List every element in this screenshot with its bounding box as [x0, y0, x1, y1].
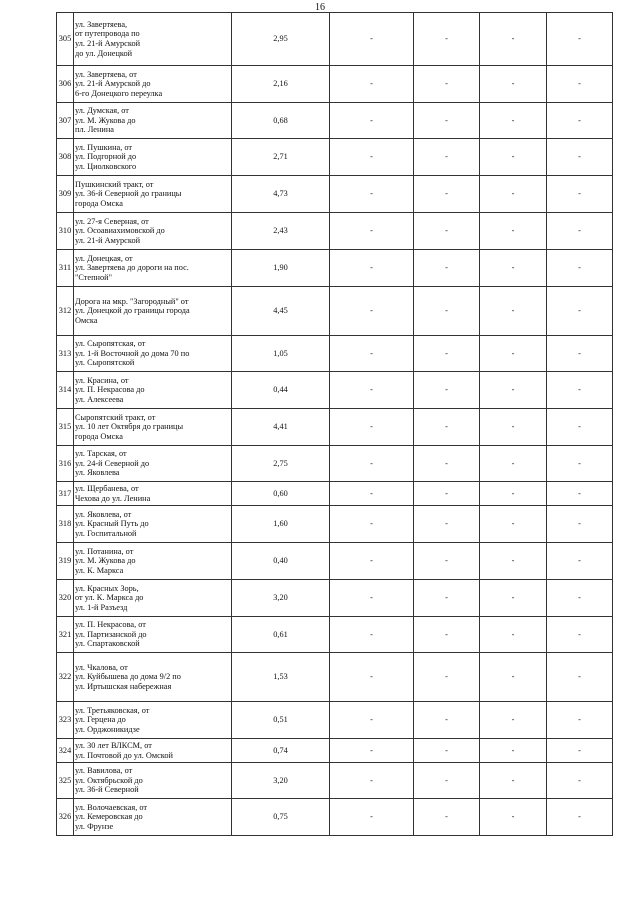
value-cell: - [547, 372, 613, 409]
road-name: ул. Щербанева, от Чехова до ул. Ленина [74, 482, 232, 506]
road-name: ул. Третьяковская, от ул. Герцена до ул. Орджоникидзе [74, 702, 232, 739]
road-length: 4,41 [232, 409, 330, 446]
row-number: 323 [57, 702, 74, 739]
value-cell: - [330, 66, 414, 103]
road-length: 0,74 [232, 739, 330, 763]
table-row [57, 336, 613, 372]
row-number: 312 [57, 287, 74, 336]
row-number: 305 [57, 13, 74, 66]
table-row [57, 482, 613, 506]
value-cell: - [480, 409, 547, 446]
value-cell: - [414, 336, 480, 372]
value-cell: - [330, 103, 414, 139]
value-cell: - [414, 580, 480, 617]
road-length: 1,90 [232, 250, 330, 287]
road-length: 2,71 [232, 139, 330, 176]
value-cell: - [330, 213, 414, 250]
value-cell: - [480, 213, 547, 250]
road-name: ул. Чкалова, от ул. Куйбышева до дома 9/2 по ул. Иртышская набережная [74, 653, 232, 702]
row-number: 316 [57, 446, 74, 482]
road-length: 4,45 [232, 287, 330, 336]
road-length: 0,60 [232, 482, 330, 506]
value-cell: - [330, 799, 414, 836]
value-cell: - [414, 543, 480, 580]
value-cell: - [330, 482, 414, 506]
road-name: ул. Вавилова, от ул. Октябрьской до ул. 36-й Северной [74, 763, 232, 799]
value-cell: - [330, 446, 414, 482]
value-cell: - [414, 763, 480, 799]
table-row [57, 372, 613, 409]
row-number: 326 [57, 799, 74, 836]
road-length: 0,68 [232, 103, 330, 139]
value-cell: - [547, 103, 613, 139]
table-row [57, 250, 613, 287]
value-cell: - [547, 482, 613, 506]
value-cell: - [414, 213, 480, 250]
value-cell: - [547, 799, 613, 836]
value-cell: - [547, 653, 613, 702]
value-cell: - [480, 446, 547, 482]
road-name: Пушкинский тракт, от ул. 36-й Северной до границы города Омска [74, 176, 232, 213]
value-cell: - [330, 506, 414, 543]
road-name: ул. Тарская, от ул. 24-й Северной до ул. Яковлева [74, 446, 232, 482]
road-name: ул. Пушкина, от ул. Подгорной до ул. Циолковского [74, 139, 232, 176]
value-cell: - [480, 103, 547, 139]
value-cell: - [414, 482, 480, 506]
road-name: ул. Волочаевская, от ул. Кемеровская до ул. Фрунзе [74, 799, 232, 836]
table-row [57, 139, 613, 176]
road-length: 3,20 [232, 763, 330, 799]
table-row [57, 580, 613, 617]
value-cell: - [480, 372, 547, 409]
row-number: 318 [57, 506, 74, 543]
value-cell: - [330, 543, 414, 580]
road-length: 0,44 [232, 372, 330, 409]
road-name: ул. Сыропятская, от ул. 1-й Восточной до дома 70 по ул. Сыропятской [74, 336, 232, 372]
table-row [57, 617, 613, 653]
road-length: 2,43 [232, 213, 330, 250]
value-cell: - [480, 336, 547, 372]
road-name: ул. Яковлева, от ул. Красный Путь до ул. Госпитальной [74, 506, 232, 543]
value-cell: - [547, 543, 613, 580]
value-cell: - [547, 617, 613, 653]
value-cell: - [480, 739, 547, 763]
value-cell: - [330, 176, 414, 213]
value-cell: - [480, 176, 547, 213]
value-cell: - [414, 250, 480, 287]
value-cell: - [547, 250, 613, 287]
value-cell: - [547, 139, 613, 176]
value-cell: - [414, 739, 480, 763]
table-row [57, 543, 613, 580]
page-number: 16 [315, 2, 325, 13]
row-number: 320 [57, 580, 74, 617]
table-row [57, 446, 613, 482]
value-cell: - [414, 103, 480, 139]
value-cell: - [330, 580, 414, 617]
value-cell: - [330, 336, 414, 372]
value-cell: - [414, 409, 480, 446]
road-name: Сыропятский тракт, от ул. 10 лет Октября до границы города Омска [74, 409, 232, 446]
row-number: 317 [57, 482, 74, 506]
value-cell: - [330, 409, 414, 446]
value-cell: - [480, 702, 547, 739]
value-cell: - [480, 763, 547, 799]
value-cell: - [480, 580, 547, 617]
table-row [57, 409, 613, 446]
road-length: 2,95 [232, 13, 330, 66]
table-row [57, 13, 613, 66]
table-row [57, 653, 613, 702]
value-cell: - [414, 287, 480, 336]
table-row [57, 702, 613, 739]
road-length: 1,53 [232, 653, 330, 702]
row-number: 325 [57, 763, 74, 799]
road-length: 0,61 [232, 617, 330, 653]
value-cell: - [547, 287, 613, 336]
value-cell: - [547, 702, 613, 739]
value-cell: - [330, 617, 414, 653]
road-name: ул. Донецкая, от ул. Завертяева до дороги на пос. "Степной" [74, 250, 232, 287]
value-cell: - [480, 506, 547, 543]
row-number: 313 [57, 336, 74, 372]
value-cell: - [480, 482, 547, 506]
row-number: 307 [57, 103, 74, 139]
value-cell: - [330, 739, 414, 763]
value-cell: - [480, 250, 547, 287]
value-cell: - [480, 13, 547, 66]
value-cell: - [547, 176, 613, 213]
value-cell: - [330, 250, 414, 287]
row-number: 324 [57, 739, 74, 763]
value-cell: - [414, 653, 480, 702]
value-cell: - [414, 176, 480, 213]
road-length: 0,75 [232, 799, 330, 836]
table-body [57, 13, 613, 836]
value-cell: - [480, 66, 547, 103]
value-cell: - [547, 580, 613, 617]
road-length: 2,16 [232, 66, 330, 103]
road-length: 4,73 [232, 176, 330, 213]
road-length: 1,05 [232, 336, 330, 372]
road-name: ул. Завертяева, от путепровода по ул. 21-й Амурской до ул. Донецкой [74, 13, 232, 66]
road-length: 1,60 [232, 506, 330, 543]
value-cell: - [480, 287, 547, 336]
road-name: ул. 30 лет ВЛКСМ, от ул. Почтовой до ул. Омской [74, 739, 232, 763]
table-row [57, 103, 613, 139]
row-number: 321 [57, 617, 74, 653]
road-length: 3,20 [232, 580, 330, 617]
table-row [57, 66, 613, 103]
value-cell: - [547, 409, 613, 446]
road-name: ул. 27-я Северная, от ул. Осоавиахимовской до ул. 21-й Амурской [74, 213, 232, 250]
value-cell: - [547, 336, 613, 372]
row-number: 314 [57, 372, 74, 409]
value-cell: - [330, 653, 414, 702]
value-cell: - [547, 506, 613, 543]
row-number: 308 [57, 139, 74, 176]
value-cell: - [330, 763, 414, 799]
row-number: 309 [57, 176, 74, 213]
value-cell: - [480, 799, 547, 836]
value-cell: - [547, 66, 613, 103]
row-number: 306 [57, 66, 74, 103]
value-cell: - [330, 13, 414, 66]
value-cell: - [414, 372, 480, 409]
road-name: ул. Красина, от ул. П. Некрасова до ул. Алексеева [74, 372, 232, 409]
value-cell: - [414, 702, 480, 739]
value-cell: - [480, 653, 547, 702]
value-cell: - [330, 702, 414, 739]
row-number: 322 [57, 653, 74, 702]
road-name: Дорога на мкр. "Загородный" от ул. Донецкой до границы города Омска [74, 287, 232, 336]
value-cell: - [330, 139, 414, 176]
row-number: 315 [57, 409, 74, 446]
table-row [57, 506, 613, 543]
roads-table [56, 12, 613, 836]
value-cell: - [547, 13, 613, 66]
table-row [57, 739, 613, 763]
table-row [57, 799, 613, 836]
road-length: 0,40 [232, 543, 330, 580]
table-row [57, 287, 613, 336]
value-cell: - [414, 617, 480, 653]
road-name: ул. Думская, от ул. М. Жукова до пл. Ленина [74, 103, 232, 139]
value-cell: - [414, 13, 480, 66]
value-cell: - [414, 139, 480, 176]
value-cell: - [480, 543, 547, 580]
value-cell: - [414, 799, 480, 836]
value-cell: - [547, 213, 613, 250]
road-length: 0,51 [232, 702, 330, 739]
road-name: ул. Завертяева, от ул. 21-й Амурской до 6-го Донецкого переулка [74, 66, 232, 103]
value-cell: - [414, 446, 480, 482]
road-name: ул. П. Некрасова, от ул. Партизанской до ул. Спартаковской [74, 617, 232, 653]
table-row [57, 763, 613, 799]
value-cell: - [547, 446, 613, 482]
value-cell: - [330, 372, 414, 409]
value-cell: - [547, 763, 613, 799]
value-cell: - [547, 739, 613, 763]
road-name: ул. Красных Зорь, от ул. К. Маркса до ул. 1-й Разъезд [74, 580, 232, 617]
road-length: 2,75 [232, 446, 330, 482]
row-number: 319 [57, 543, 74, 580]
value-cell: - [330, 287, 414, 336]
row-number: 311 [57, 250, 74, 287]
value-cell: - [414, 506, 480, 543]
table-row [57, 213, 613, 250]
row-number: 310 [57, 213, 74, 250]
value-cell: - [480, 617, 547, 653]
table-row [57, 176, 613, 213]
value-cell: - [414, 66, 480, 103]
value-cell: - [480, 139, 547, 176]
road-name: ул. Потанина, от ул. М. Жукова до ул. К. Маркса [74, 543, 232, 580]
